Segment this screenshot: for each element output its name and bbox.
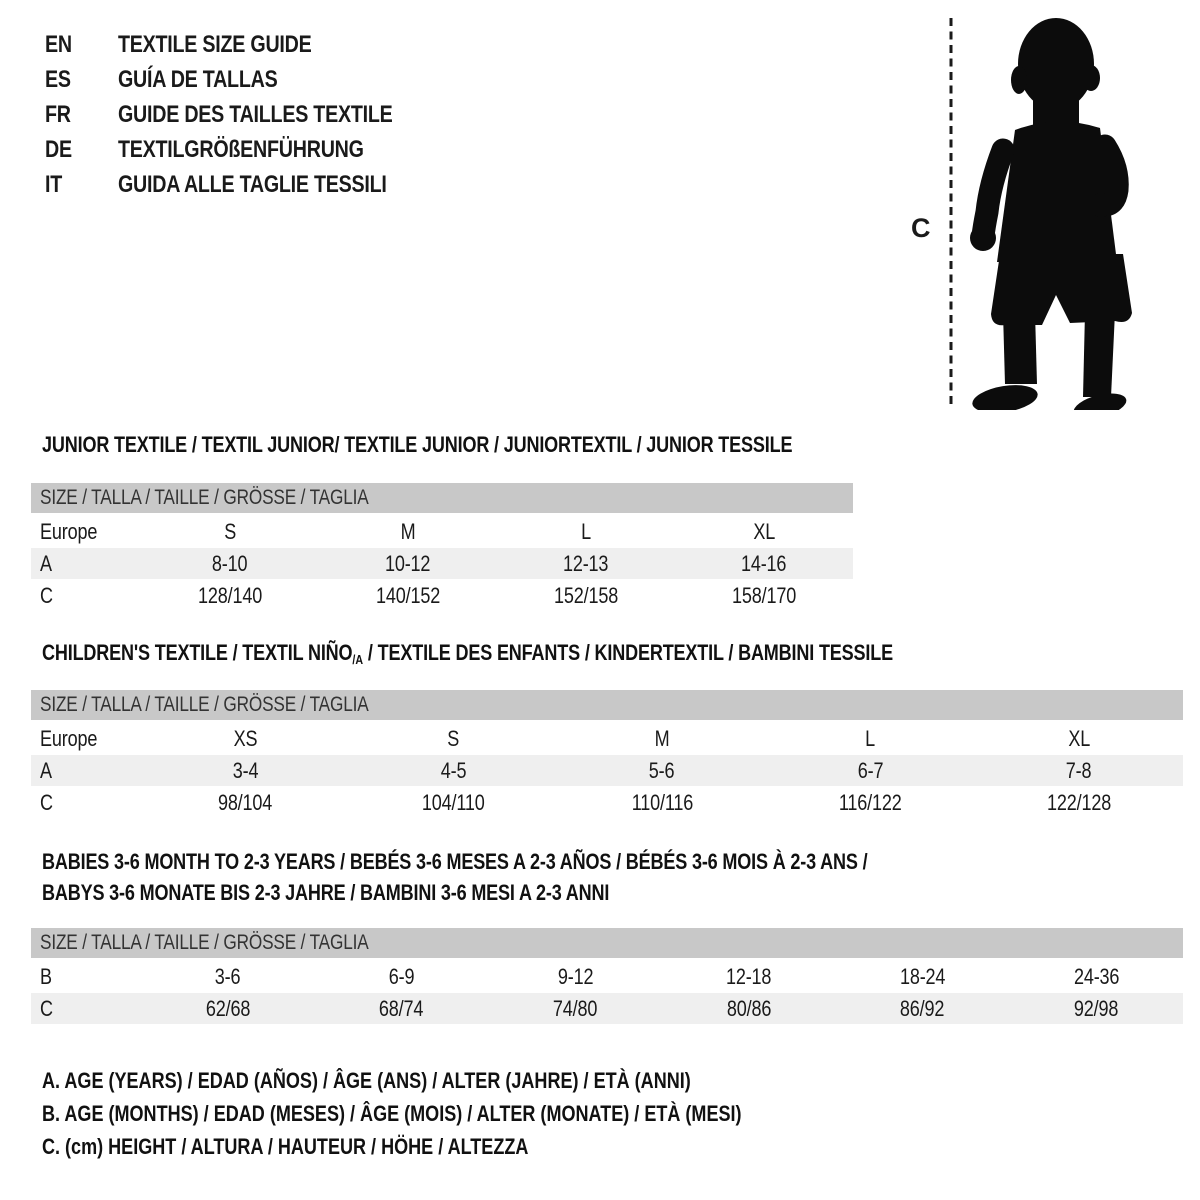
junior-section-title: JUNIOR TEXTILE / TEXTIL JUNIOR/ TEXTILE JUNIOR / JUNIORTEXTIL / JUNIOR TESSILE <box>42 432 793 457</box>
language-row-en <box>45 27 453 62</box>
table-row-age: A 3-4 4-5 5-6 6-7 7-8 <box>31 755 1183 786</box>
legend-line-c: C. (cm) HEIGHT / ALTURA / HAUTEUR / HÖHE / ALTEZZA <box>42 1133 529 1159</box>
language-row-es <box>45 62 453 97</box>
table-row-height: C 62/68 68/74 74/80 80/86 86/92 92/98 <box>31 993 1183 1024</box>
language-code: FR <box>45 100 71 128</box>
table-row-height: C 98/104 104/110 110/116 116/122 122/128 <box>40 789 1111 815</box>
language-code: ES <box>45 65 71 93</box>
height-measure-label: C <box>911 213 931 243</box>
children-section-title: CHILDREN'S TEXTILE / TEXTIL NIÑO/A / TEXTILE DES ENFANTS / KINDERTEXTIL / BAMBINI TESSILE <box>42 640 893 667</box>
table-row-age: A 8-10 10-12 12-13 14-16 <box>31 548 853 579</box>
guide-title-de: TEXTILGRÖßENFÜHRUNG <box>118 135 364 163</box>
guide-title-en: TEXTILE SIZE GUIDE <box>118 30 312 58</box>
nino-a-subscript: /A <box>352 652 364 667</box>
junior-size-table <box>31 483 853 612</box>
size-header-bar: SIZE / TALLA / TAILLE / GRÖSSE / TAGLIA <box>31 483 853 513</box>
toddler-silhouette-shape <box>970 18 1132 410</box>
language-header <box>45 27 453 202</box>
language-code: IT <box>45 170 63 198</box>
table-row-age-months: B 3-6 6-9 9-12 12-18 18-24 24-36 <box>40 963 1119 989</box>
legend-line-a: A. AGE (YEARS) / EDAD (AÑOS) / ÂGE (ANS) / ALTER (JAHRE) / ETÀ (ANNI) <box>42 1067 691 1093</box>
language-row-fr <box>45 97 453 132</box>
guide-title-it: GUIDA ALLE TAGLIE TESSILI <box>118 170 387 198</box>
table-row-europe: Europe S M L XL <box>40 518 775 544</box>
size-header-bar: SIZE / TALLA / TAILLE / GRÖSSE / TAGLIA <box>31 928 1183 958</box>
children-size-table <box>31 690 1183 819</box>
size-header-bar: SIZE / TALLA / TAILLE / GRÖSSE / TAGLIA <box>31 690 1183 720</box>
babies-size-table <box>31 928 1183 1024</box>
language-code: DE <box>45 135 72 163</box>
toddler-silhouette <box>945 12 1140 410</box>
legend-line-b: B. AGE (MONTHS) / EDAD (MESES) / ÂGE (MOIS) / ALTER (MONATE) / ETÀ (MESI) <box>42 1100 742 1126</box>
measurement-legend <box>42 1064 895 1163</box>
table-row-height: C 128/140 140/152 152/158 158/170 <box>40 582 797 608</box>
babies-section-title: BABIES 3-6 MONTH TO 2-3 YEARS / BEBÉS 3-6 MESES A 2-3 AÑOS / BÉBÉS 3-6 MOIS À 2-3 ANS / BABYS 3-6 MONATE BIS 2-3 JAHRE / BAMBINI 3-6 MESI A 2-3 ANNI <box>42 848 868 905</box>
language-code: EN <box>45 30 72 58</box>
language-row-de <box>45 132 453 167</box>
table-row-europe: Europe XS S M L XL <box>40 725 1090 751</box>
guide-title-fr: GUIDE DES TAILLES TEXTILE <box>118 100 393 128</box>
language-row-it <box>45 167 453 202</box>
guide-title-es: GUÍA DE TALLAS <box>118 65 278 93</box>
